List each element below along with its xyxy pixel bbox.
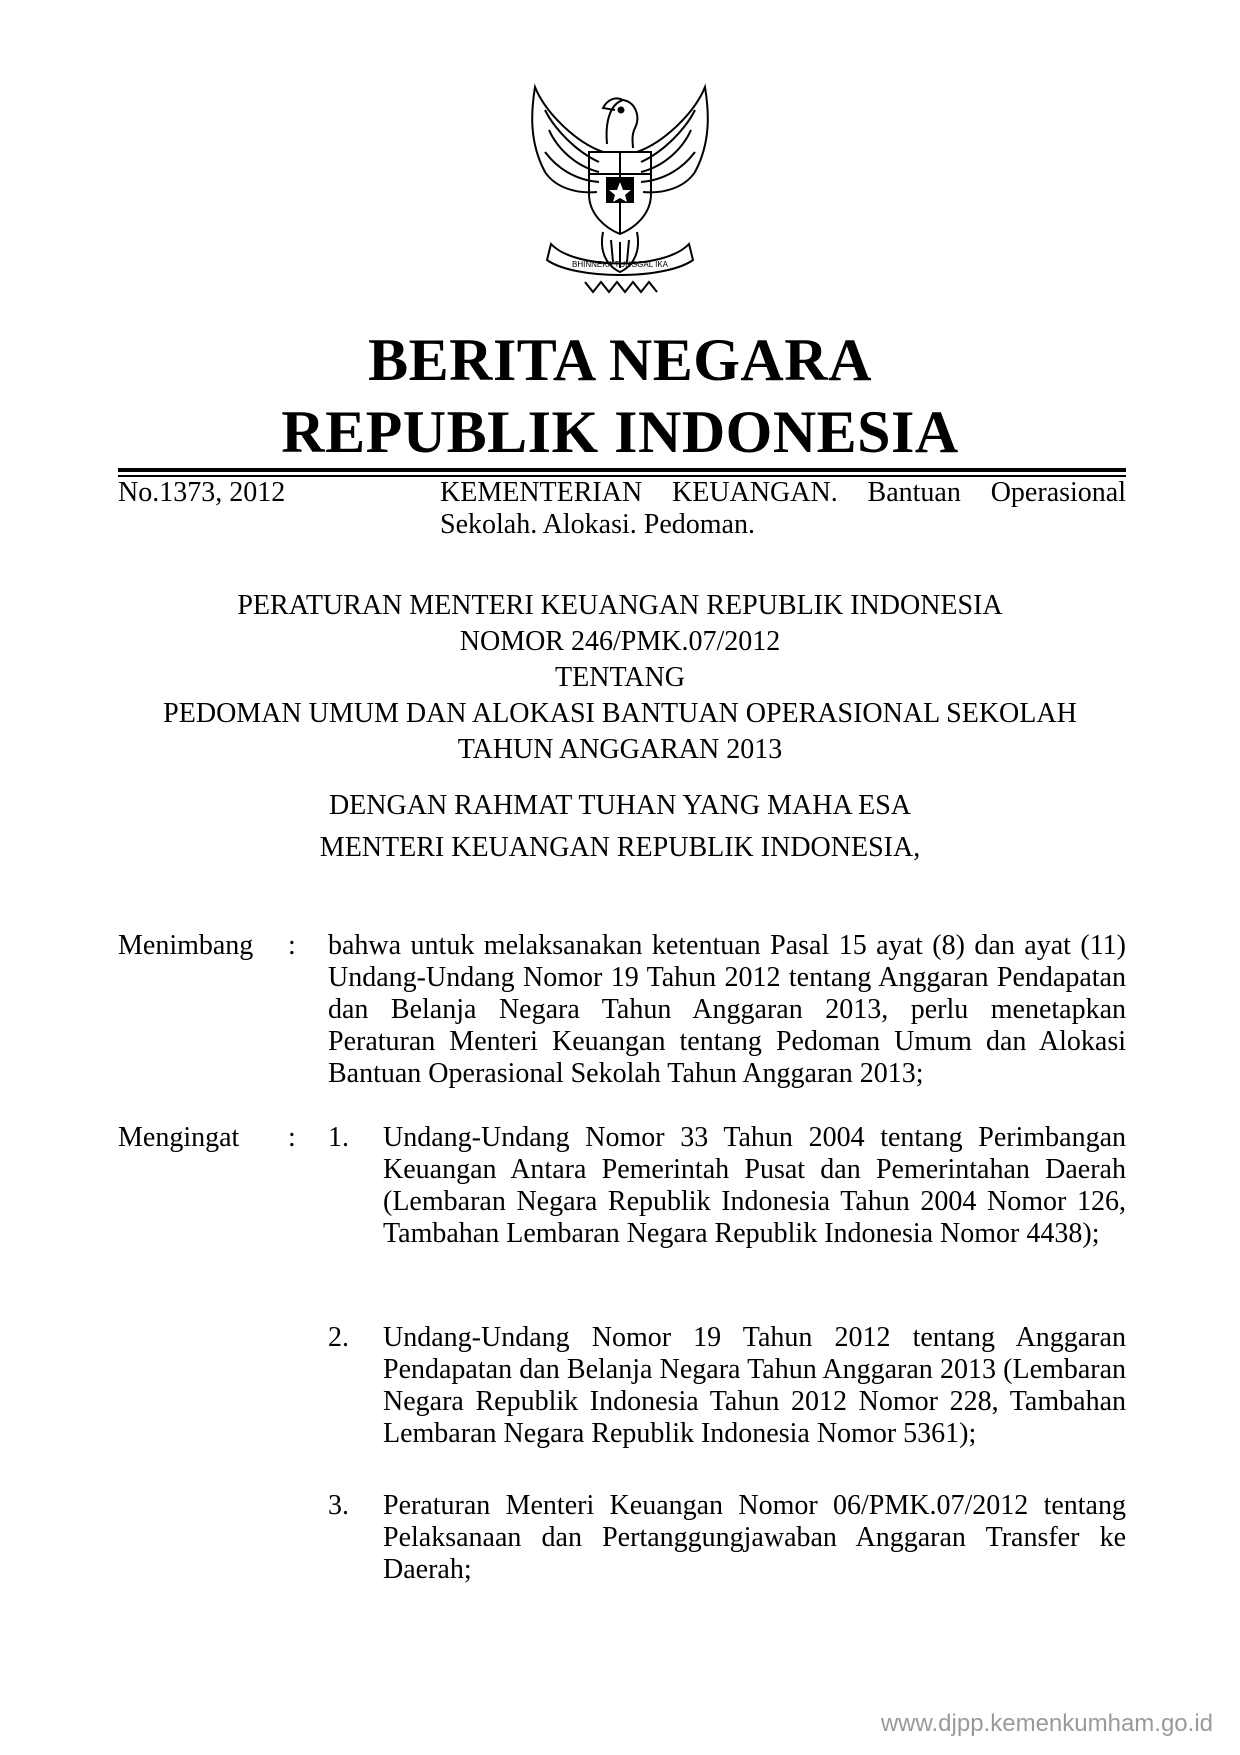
source-watermark: www.djpp.kemenkumham.go.id bbox=[880, 1710, 1213, 1737]
gazette-title-line1: BERITA NEGARA bbox=[368, 327, 872, 393]
menimbang-colon: : bbox=[288, 930, 296, 961]
gazette-title-line2: REPUBLIK INDONESIA bbox=[281, 399, 959, 465]
regulation-about: TENTANG bbox=[555, 662, 685, 693]
emblem-motto: BHINNEKA TUNGGAL IKA bbox=[571, 260, 669, 269]
regulation-number: NOMOR 246/PMK.07/2012 bbox=[459, 626, 781, 657]
garuda-emblem-icon bbox=[515, 82, 725, 302]
mengingat-item-text: Peraturan Menteri Keuangan Nomor 06/PMK.07/2012 tentang Pelaksanaan dan Pertanggungjawaban Anggaran Transfer ke Daerah; bbox=[383, 1490, 1126, 1585]
gazette-number: No.1373, 2012 bbox=[118, 477, 286, 508]
menimbang-label: Menimbang bbox=[118, 930, 254, 961]
regulation-official: MENTERI KEUANGAN REPUBLIK INDONESIA, bbox=[319, 832, 921, 863]
header-rule-thick bbox=[118, 468, 1126, 472]
regulation-subject-line1: PEDOMAN UMUM DAN ALOKASI BANTUAN OPERASIONAL SEKOLAH bbox=[163, 698, 1077, 729]
mengingat-label: Mengingat bbox=[118, 1122, 240, 1153]
regulation-title: PERATURAN MENTERI KEUANGAN REPUBLIK INDONESIA bbox=[237, 590, 1003, 621]
mengingat-item-text: Undang-Undang Nomor 19 Tahun 2012 tentang Anggaran Pendapatan dan Belanja Negara Tahun Anggaran 2013 (Lembaran Negara Republik Indonesia Tahun 2012 Nomor 228, Tambahan Lembaran Negara Republik Indonesia Nomor 5361); bbox=[383, 1322, 1126, 1449]
regulation-preamble: DENGAN RAHMAT TUHAN YANG MAHA ESA bbox=[328, 790, 912, 821]
regulation-subject-line2: TAHUN ANGGARAN 2013 bbox=[457, 734, 783, 765]
mengingat-colon: : bbox=[288, 1122, 296, 1153]
mengingat-item-number: 2. bbox=[328, 1322, 349, 1353]
mengingat-item-number: 3. bbox=[328, 1490, 349, 1521]
mengingat-item-text: Undang-Undang Nomor 33 Tahun 2004 tentang Perimbangan Keuangan Antara Pemerintah Pusat dan Pemerintahan Daerah (Lembaran Negara Republik Indonesia Tahun 2004 Nomor 126, Tambahan Lembaran Negara Republik Indonesia Nomor 4438); bbox=[383, 1122, 1126, 1249]
mengingat-item-number: 1. bbox=[328, 1122, 349, 1153]
gazette-description: KEMENTERIAN KEUANGAN. Bantuan Operasional Sekolah. Alokasi. Pedoman. bbox=[440, 477, 1126, 540]
menimbang-text: bahwa untuk melaksanakan ketentuan Pasal 15 ayat (8) dan ayat (11) Undang-Undang Nomor 19 Tahun 2012 tentang Anggaran Pendapatan dan Belanja Negara Tahun Anggaran 2013, perlu menetapkan Peraturan Menteri Keuangan tentang Pedoman Umum dan Alokasi Bantuan Operasional Sekolah Tahun Anggaran 2013; bbox=[328, 930, 1126, 1089]
